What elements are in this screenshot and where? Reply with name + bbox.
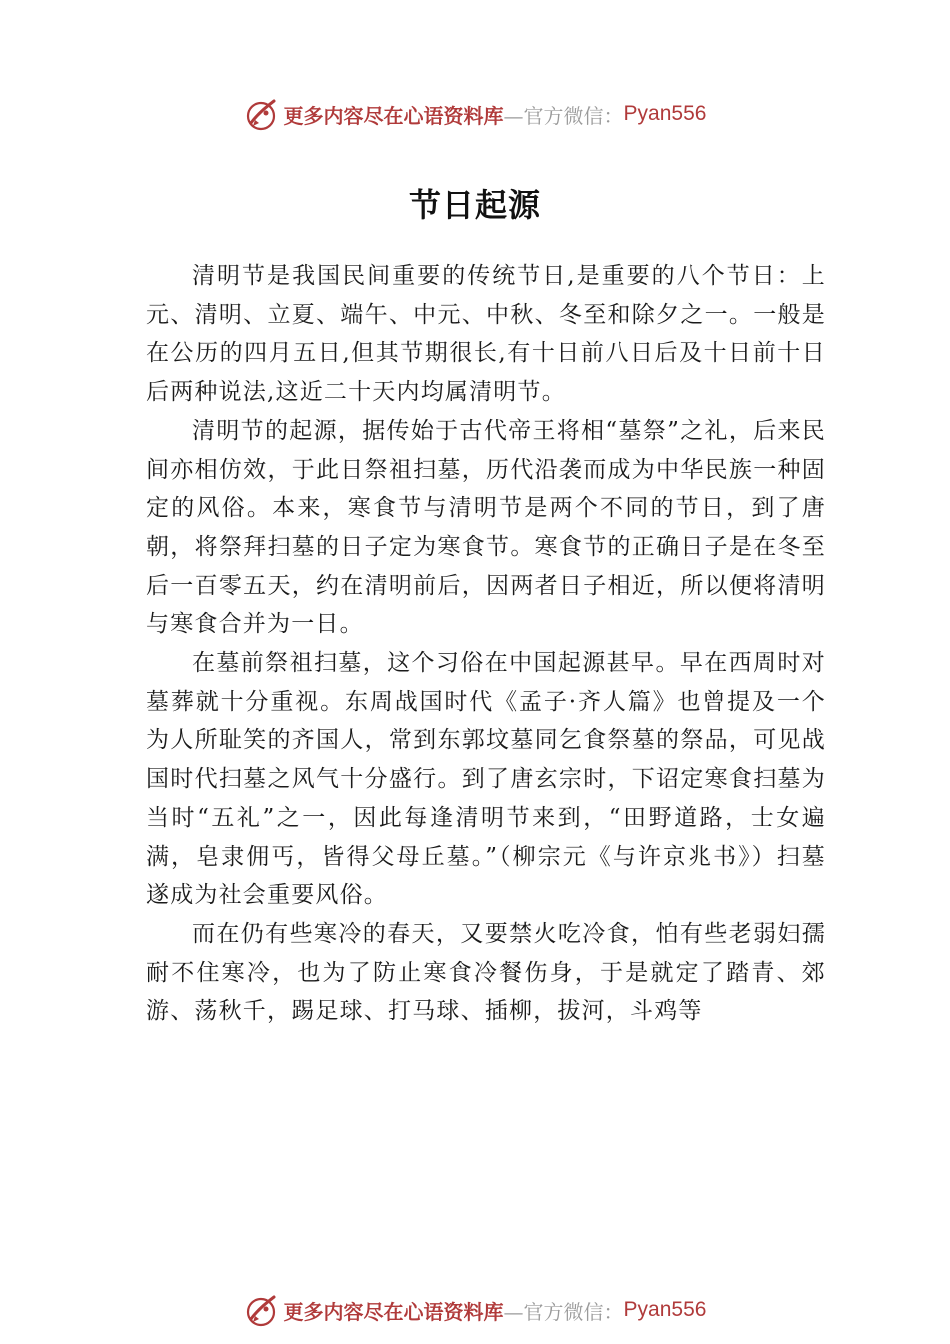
paragraph-2: 清明节的起源，据传始于古代帝王将相“墓祭”之礼，后来民间亦相仿效，于此日祭祖扫墓，历代沿袭而成为中华民族一种固定的风俗。本来，寒食节与清明节是两个不同的节日，到了唐朝，将祭拜扫墓的日子定为寒食节。寒食节的正确日子是在冬至后一百零五天，约在清明前后，因两者日子相近，所以便将清明与寒食合并为一日。 [146, 417, 826, 638]
brush-logo-icon [244, 96, 280, 132]
header-banner [0, 94, 950, 134]
article-body [146, 257, 826, 1031]
paragraph-4: 而在仍有些寒冷的春天，又要禁火吃冷食，怕有些老弱妇孺耐不住寒冷，也为了防止寒食冷餐伤身，于是就定了踏青、郊游、荡秋千，踢足球、打马球、插柳，拔河，斗鸡等 [146, 920, 826, 1025]
brush-logo-icon [244, 1292, 280, 1328]
footer-banner [0, 1290, 950, 1330]
footer-banner-title: 更多内容尽在心语资料库 [283, 1299, 504, 1324]
page-title: 节日起源 [408, 186, 541, 224]
header-banner-subtitle: —官方微信： [503, 103, 624, 128]
header-banner-title: 更多内容尽在心语资料库 [283, 103, 504, 128]
header-banner-wechat-id: Pyan556 [623, 102, 707, 125]
paragraph-1: 清明节是我国民间重要的传统节日,是重要的八个节日：上元、清明、立夏、端午、中元、中秋、冬至和除夕之一。一般是在公历的四月五日,但其节期很长,有十日前八日后及十日前十日后两种说法,这近二十天内均属清明节。 [146, 263, 826, 406]
footer-banner-wechat-id: Pyan556 [623, 1298, 707, 1321]
paragraph-3: 在墓前祭祖扫墓，这个习俗在中国起源甚早。早在西周时对墓葬就十分重视。东周战国时代《孟子·齐人篇》也曾提及一个为人所耻笑的齐国人，常到东郭坟墓同乞食祭墓的祭品，可见战国时代扫墓之风气十分盛行。到了唐玄宗时，下诏定寒食扫墓为当时“五礼”之一，因此每逢清明节来到，“田野道路，士女遍满，皂隶佣丐，皆得父母丘墓。”（柳宗元《与许京兆书》）扫墓遂成为社会重要风俗。 [146, 650, 826, 909]
footer-banner-subtitle: —官方微信： [503, 1299, 624, 1324]
